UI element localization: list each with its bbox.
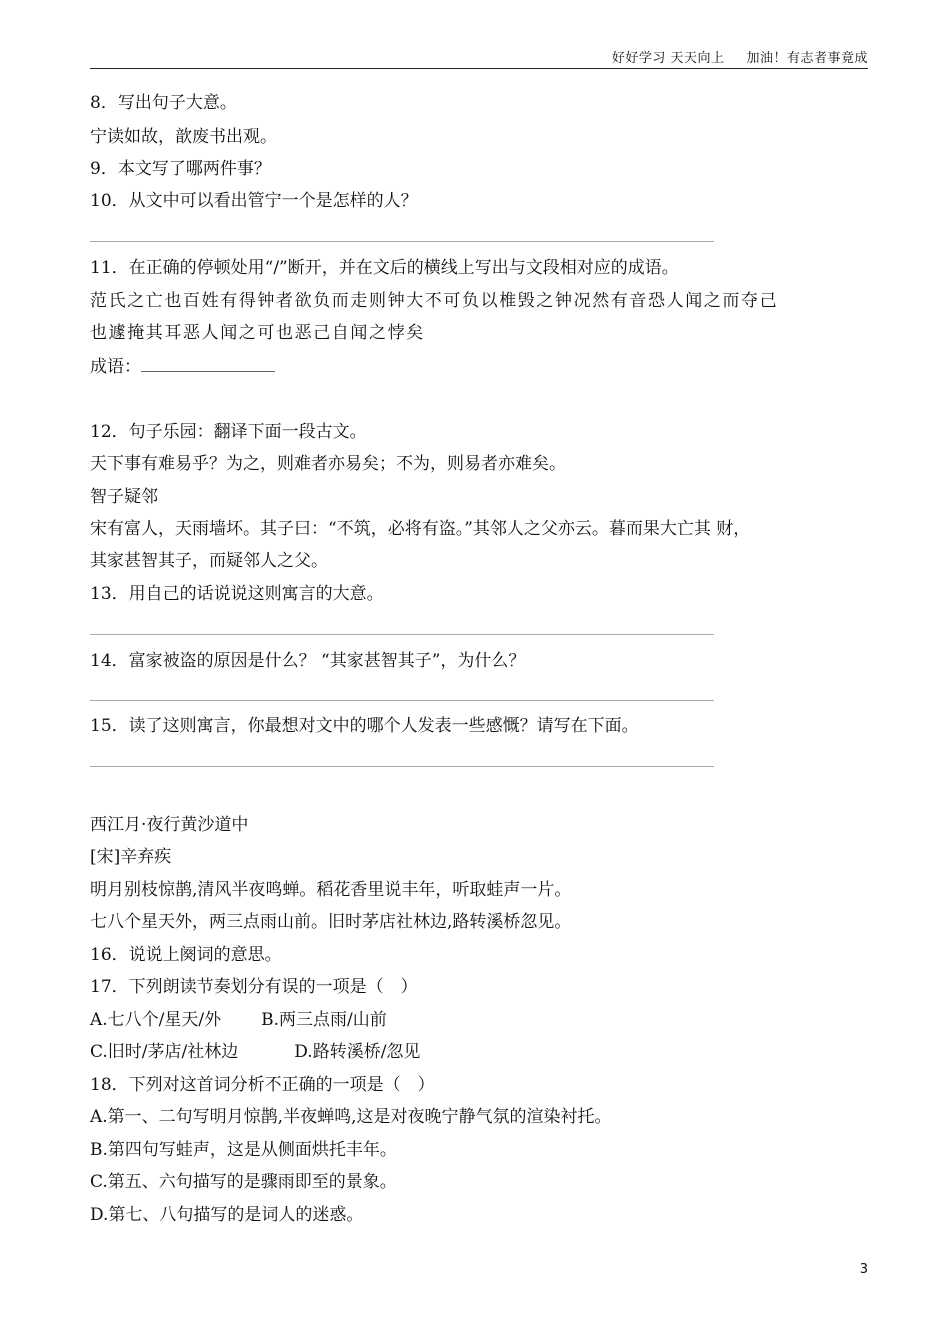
question-18-option-a[interactable]: A.第一、二句写明月惊鹊,半夜蝉鸣,这是对夜晚宁静气氛的渲染衬托。	[90, 1107, 612, 1127]
story-title: 智子疑邻	[90, 487, 158, 507]
option-a[interactable]: A.七八个/星天/外	[90, 1010, 222, 1030]
question-10: 10．从文中可以看出管宁一个是怎样的人？	[90, 191, 418, 211]
answer-line[interactable]	[90, 241, 714, 242]
answer-line[interactable]	[90, 700, 714, 701]
question-15: 15．读了这则寓言，你最想对文中的哪个人发表一些感慨？请写在下面。	[90, 716, 639, 736]
idiom-label: 成语：	[90, 357, 141, 377]
poem-author: [宋]辛弃疾	[90, 847, 172, 867]
question-12-text: 天下事有难易乎？为之，则难者亦易矣；不为，则易者亦难矣。	[90, 454, 566, 474]
idiom-blank[interactable]	[141, 355, 275, 372]
poem-line-1: 明月别枝惊鹊,清风半夜鸣蝉。稻花香里说丰年，听取蛙声一片。	[90, 880, 572, 900]
story-text-line-2: 其家甚智其子，而疑邻人之父。	[90, 551, 328, 571]
poem-title: 西江月·夜行黄沙道中	[90, 815, 249, 835]
header-motto-left: 好好学习 天天向上	[611, 51, 725, 66]
question-11-passage-line-1: 范氏之亡也百姓有得钟者欲负而走则钟大不可负以椎毁之钟况然有音恐人闻之而夺己	[90, 291, 779, 311]
question-11: 11．在正确的停顿处用“/”断开，并在文后的横线上写出与文段相对应的成语。	[90, 258, 679, 278]
question-8-text: 宁读如故，歆废书出观。	[90, 127, 277, 147]
question-17-options-ab	[90, 1009, 387, 1031]
question-16: 16．说说上阕词的意思。	[90, 945, 282, 965]
question-17-options-cd	[90, 1041, 420, 1063]
page-header	[90, 50, 868, 69]
question-18: 18．下列对这首词分析不正确的一项是（ ）	[90, 1075, 435, 1095]
option-c[interactable]: C.旧时/茅店/社林边	[90, 1042, 239, 1062]
answer-line[interactable]	[90, 634, 714, 635]
question-12: 12．句子乐园：翻译下面一段古文。	[90, 422, 367, 442]
question-18-option-b[interactable]: B.第四句写蛙声，这是从侧面烘托丰年。	[90, 1140, 397, 1160]
option-b[interactable]: B.两三点雨/山前	[261, 1010, 387, 1030]
question-18-option-c[interactable]: C.第五、六句描写的是骤雨即至的景象。	[90, 1172, 397, 1192]
option-d[interactable]: D.路转溪桥/忽见	[294, 1042, 421, 1062]
question-18-option-d[interactable]: D.第七、八句描写的是词人的迷惑。	[90, 1205, 364, 1225]
question-9: 9．本文写了哪两件事？	[90, 159, 271, 179]
question-14: 14．富家被盗的原因是什么？ “其家甚智其子”，为什么？	[90, 651, 526, 671]
question-13: 13．用自己的话说说这则寓言的大意。	[90, 584, 384, 604]
page-number: 3	[859, 1262, 868, 1277]
question-17: 17．下列朗读节奏划分有误的一项是（ ）	[90, 977, 418, 997]
question-11-passage-line-2: 也遽掩其耳恶人闻之可也恶己自闻之悖矣	[90, 323, 425, 343]
header-motto-right: 加油！有志者事竟成	[746, 51, 868, 66]
answer-line[interactable]	[90, 766, 714, 767]
question-11-answer	[90, 355, 275, 378]
story-text-line-1: 宋有富人，天雨墙坏。其子曰：“不筑，必将有盗。”其邻人之父亦云。暮而果大亡其 财，	[90, 519, 751, 539]
question-8: 8．写出句子大意。	[90, 93, 237, 113]
poem-line-2: 七八个星天外，两三点雨山前。旧时茅店社林边,路转溪桥忽见。	[90, 912, 572, 932]
